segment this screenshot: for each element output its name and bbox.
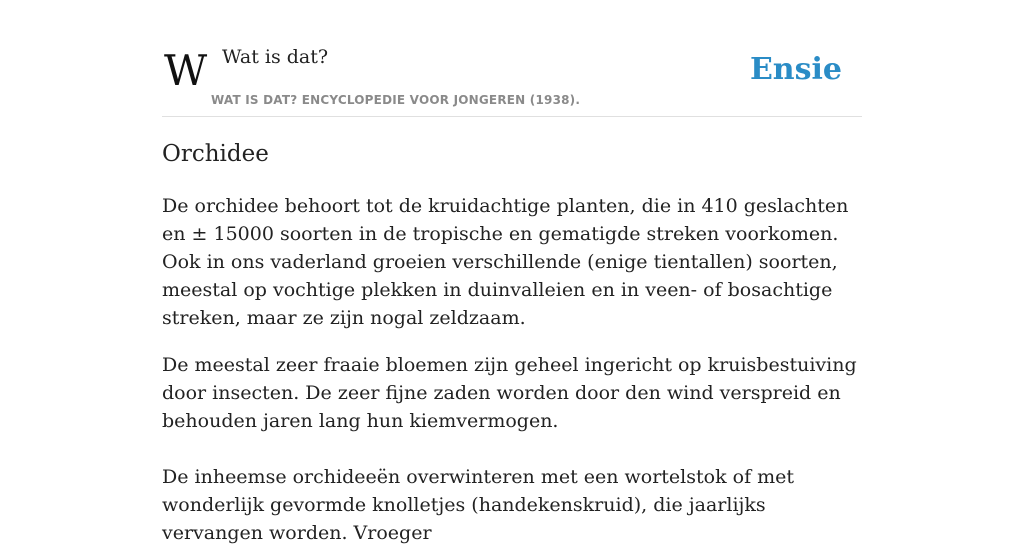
article — [162, 136, 862, 547]
header — [162, 0, 862, 117]
article-paragraph: De meestal zeer fraaie bloemen zijn geheel ingericht op kruisbestuiving door insecten. De zeer fijne zaden worden door den wind verspreid en behouden jaren lang hun kiemvermogen. — [162, 354, 857, 432]
brand-logo-link[interactable]: Ensie — [749, 52, 842, 87]
article-paragraph: De inheemse orchideeën overwinteren met een wortelstok of met wonderlijk gevormde knolletjes (handekenskruid), die jaarlijks vervangen worden. Vroeger — [162, 466, 795, 544]
article-title: Orchidee — [162, 141, 269, 167]
book-subtitle: WAT IS DAT? ENCYCLOPEDIE VOOR JONGEREN (1938). — [211, 93, 581, 107]
article-paragraph: De orchidee behoort tot de kruidachtige planten, die in 410 geslachten en ± 15000 soorten in de tropische en gematigde streken voorkomen. Ook in ons vaderland groeien verschillende (enige tientallen) soorten, meestal op vochtige plekken in duinvalleien en in veen- of bosachtige streken, maar ze zijn nogal zeldzaam. — [162, 195, 849, 329]
wikipedia-w-icon[interactable]: W — [164, 46, 202, 95]
book-title[interactable]: Wat is dat? — [222, 46, 329, 68]
